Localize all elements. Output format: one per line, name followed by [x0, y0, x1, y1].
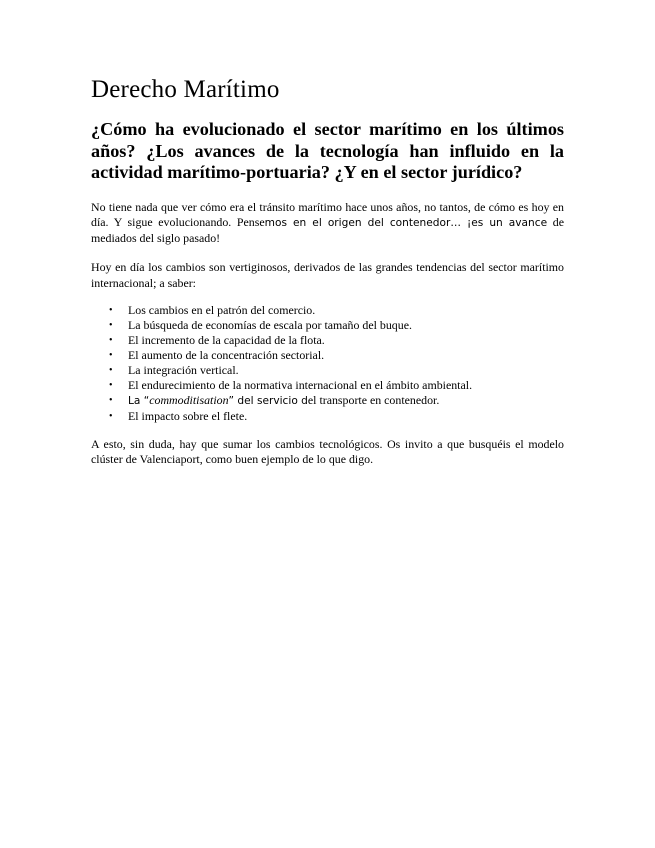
- list-item: [91, 378, 564, 393]
- list-item-text: La búsqueda de economías de escala por tamaño del buque.: [128, 317, 412, 332]
- list-item: [91, 363, 564, 378]
- paragraph-intro: [91, 200, 564, 247]
- list-item-text: El incremento de la capacidad de la flota.: [128, 332, 325, 347]
- list-item-text-pre: La “: [128, 394, 150, 407]
- bullet-icon: •: [109, 364, 113, 376]
- list-item: [91, 393, 564, 409]
- bullet-icon: •: [109, 394, 113, 406]
- paragraph-intro-text-3: de mediados del siglo pasado!: [91, 214, 564, 246]
- list-item: [91, 409, 564, 424]
- list-item-text: El impacto sobre el flete.: [128, 408, 248, 423]
- paragraph-conclusion: A esto, sin duda, hay que sumar los cambios tecnológicos. Os invito a que busquéis el modelo clúster de Valenciaport, como buen ejemplo de lo que digo.: [91, 436, 564, 467]
- list-item-text-italic: commoditisation: [149, 392, 229, 407]
- bullet-icon: •: [109, 319, 113, 331]
- list-item: [91, 333, 564, 348]
- bullet-icon: •: [109, 349, 113, 361]
- list-item-text: Los cambios en el patrón del comercio.: [128, 302, 316, 317]
- page-title: Derecho Marítimo: [91, 76, 280, 103]
- document-page: [91, 72, 564, 468]
- paragraph-intro-text-2: mos en el origen del contenedor… ¡es un avance: [264, 216, 548, 229]
- list-item: [91, 318, 564, 333]
- list-item-text: La integración vertical.: [128, 362, 239, 377]
- list-item-text: El endurecimiento de la normativa internacional en el ámbito ambiental.: [128, 377, 473, 392]
- list-item-text-post: el transporte en contenedor.: [307, 392, 440, 407]
- bullet-icon: •: [109, 379, 113, 391]
- list-item: [91, 303, 564, 318]
- bullet-icon: •: [109, 410, 113, 422]
- paragraph-intro-text-1: No tiene nada que ver cómo era el tránsito marítimo hace unos años, no tantos, de cómo es hoy en día. Y sigue evolucionando. Pense: [91, 199, 564, 229]
- bullet-icon: •: [109, 304, 113, 316]
- list-item-text-mid: ” del servicio d: [228, 394, 308, 407]
- bullet-icon: •: [109, 334, 113, 346]
- trends-list: [91, 303, 564, 424]
- paragraph-trends: Hoy en día los cambios son vertiginosos, derivados de las grandes tendencias del sector marítimo internacional; a saber:: [91, 260, 564, 290]
- document-subtitle: ¿Cómo ha evolucionado el sector marítimo en los últimos años? ¿Los avances de la tecnología han influido en la actividad marítimo-portuaria? ¿Y en el sector jurídico?: [91, 119, 564, 182]
- list-item: [91, 348, 564, 363]
- list-item-text: El aumento de la concentración sectorial.: [128, 347, 325, 362]
